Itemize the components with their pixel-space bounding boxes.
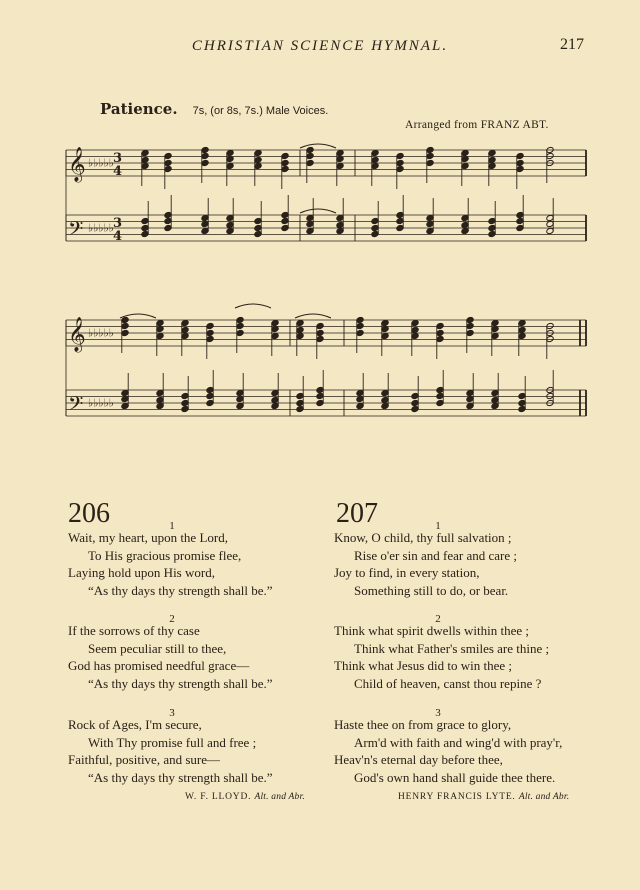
author-credit — [185, 789, 305, 807]
tune-arranger: Arranged from FRANZ ABT. — [405, 119, 549, 131]
credit-note: Alt. and Abr. — [518, 792, 570, 802]
hymn-number: 206 — [68, 498, 110, 529]
verse-line: Seem peculiar still to thee, — [88, 640, 227, 656]
stanza-number: 3 — [169, 707, 175, 719]
tune-meter: 7s, (or 8s, 7s.) Male Voices. — [192, 105, 329, 117]
verse-line: Think what spirit dwells within thee ; — [334, 623, 529, 638]
verse-line: Heav'n's eternal day before thee, — [334, 752, 503, 767]
verse-line: “As thy days thy strength shall be.” — [88, 769, 273, 785]
page-number: 217 — [560, 36, 584, 53]
slur — [235, 304, 271, 308]
verse-line: Rise o'er sin and fear and care ; — [354, 547, 517, 563]
stanza-number: 2 — [435, 613, 441, 625]
verse-line: Haste thee on from grace to glory, — [334, 717, 512, 732]
time-signature: 4 — [113, 229, 123, 244]
verse-line: “As thy days thy strength shall be.” — [88, 582, 273, 598]
verse-line: Child of heaven, canst thou repine ? — [354, 675, 542, 691]
bass-clef: 𝄢 — [68, 217, 84, 245]
stanza-1 — [68, 529, 368, 599]
slur — [300, 209, 336, 213]
stanza-1 — [334, 529, 634, 599]
verse-line: Arm'd with faith and wing'd with pray'r, — [354, 734, 563, 750]
key-signature: ♭♭♭♭♭ — [88, 156, 114, 170]
stanza-2 — [334, 622, 634, 692]
verse-line: Joy to find, in every station, — [334, 565, 480, 580]
time-signature: 4 — [113, 164, 123, 179]
key-signature: ♭♭♭♭♭ — [88, 221, 114, 235]
time-signature: 3 — [113, 151, 123, 166]
verse-line: If the sorrows of thy case — [68, 623, 200, 638]
verse-line: Laying hold upon His word, — [68, 565, 215, 580]
stanza-2 — [68, 622, 368, 692]
verse-line: To His gracious promise flee, — [88, 547, 242, 563]
verse-line: Know, O child, thy full salvation ; — [334, 530, 512, 545]
verse-line: God has promised needful grace— — [68, 658, 250, 673]
verse-line: Rock of Ages, I'm secure, — [68, 717, 202, 732]
verse-line: With Thy promise full and free ; — [88, 734, 257, 750]
stanza-number: 2 — [169, 613, 175, 625]
slur — [295, 314, 331, 318]
author-name: HENRY FRANCIS LYTE. — [398, 792, 516, 802]
slur — [300, 144, 336, 148]
key-signature: ♭♭♭♭♭ — [88, 396, 114, 410]
stanza-number: 1 — [435, 520, 441, 532]
hymn-number: 207 — [336, 498, 378, 529]
tune-name: Patience. — [100, 100, 178, 118]
key-signature: ♭♭♭♭♭ — [88, 326, 114, 340]
treble-clef: 𝄞 — [68, 147, 86, 182]
author-name: W. F. LLOYD. — [185, 792, 252, 802]
clefs — [68, 147, 122, 420]
time-signature: 3 — [113, 216, 123, 231]
stanza-number: 1 — [169, 520, 175, 532]
verse-line: Faithful, positive, and sure— — [68, 752, 221, 767]
staff-lines — [66, 150, 586, 416]
verse-line: “As thy days thy strength shall be.” — [88, 675, 273, 691]
verse-line: Something still to do, or bear. — [354, 582, 509, 598]
verse-line: Think what Jesus did to win thee ; — [334, 658, 513, 673]
verse-line: Think what Father's smiles are thine ; — [354, 640, 550, 656]
running-title: CHRISTIAN SCIENCE HYMNAL. — [191, 38, 449, 54]
credit-note: Alt. and Abr. — [254, 792, 305, 802]
verse-line: Wait, my heart, upon the Lord, — [68, 530, 228, 545]
bass-clef: 𝄢 — [68, 392, 84, 420]
author-credit — [398, 789, 569, 807]
notes — [120, 144, 554, 413]
stanza-3 — [334, 716, 634, 786]
treble-clef: 𝄞 — [68, 317, 86, 352]
stanza-3 — [68, 716, 368, 786]
stanza-number: 3 — [435, 707, 441, 719]
verse-line: God's own hand shall guide thee there. — [354, 769, 556, 785]
